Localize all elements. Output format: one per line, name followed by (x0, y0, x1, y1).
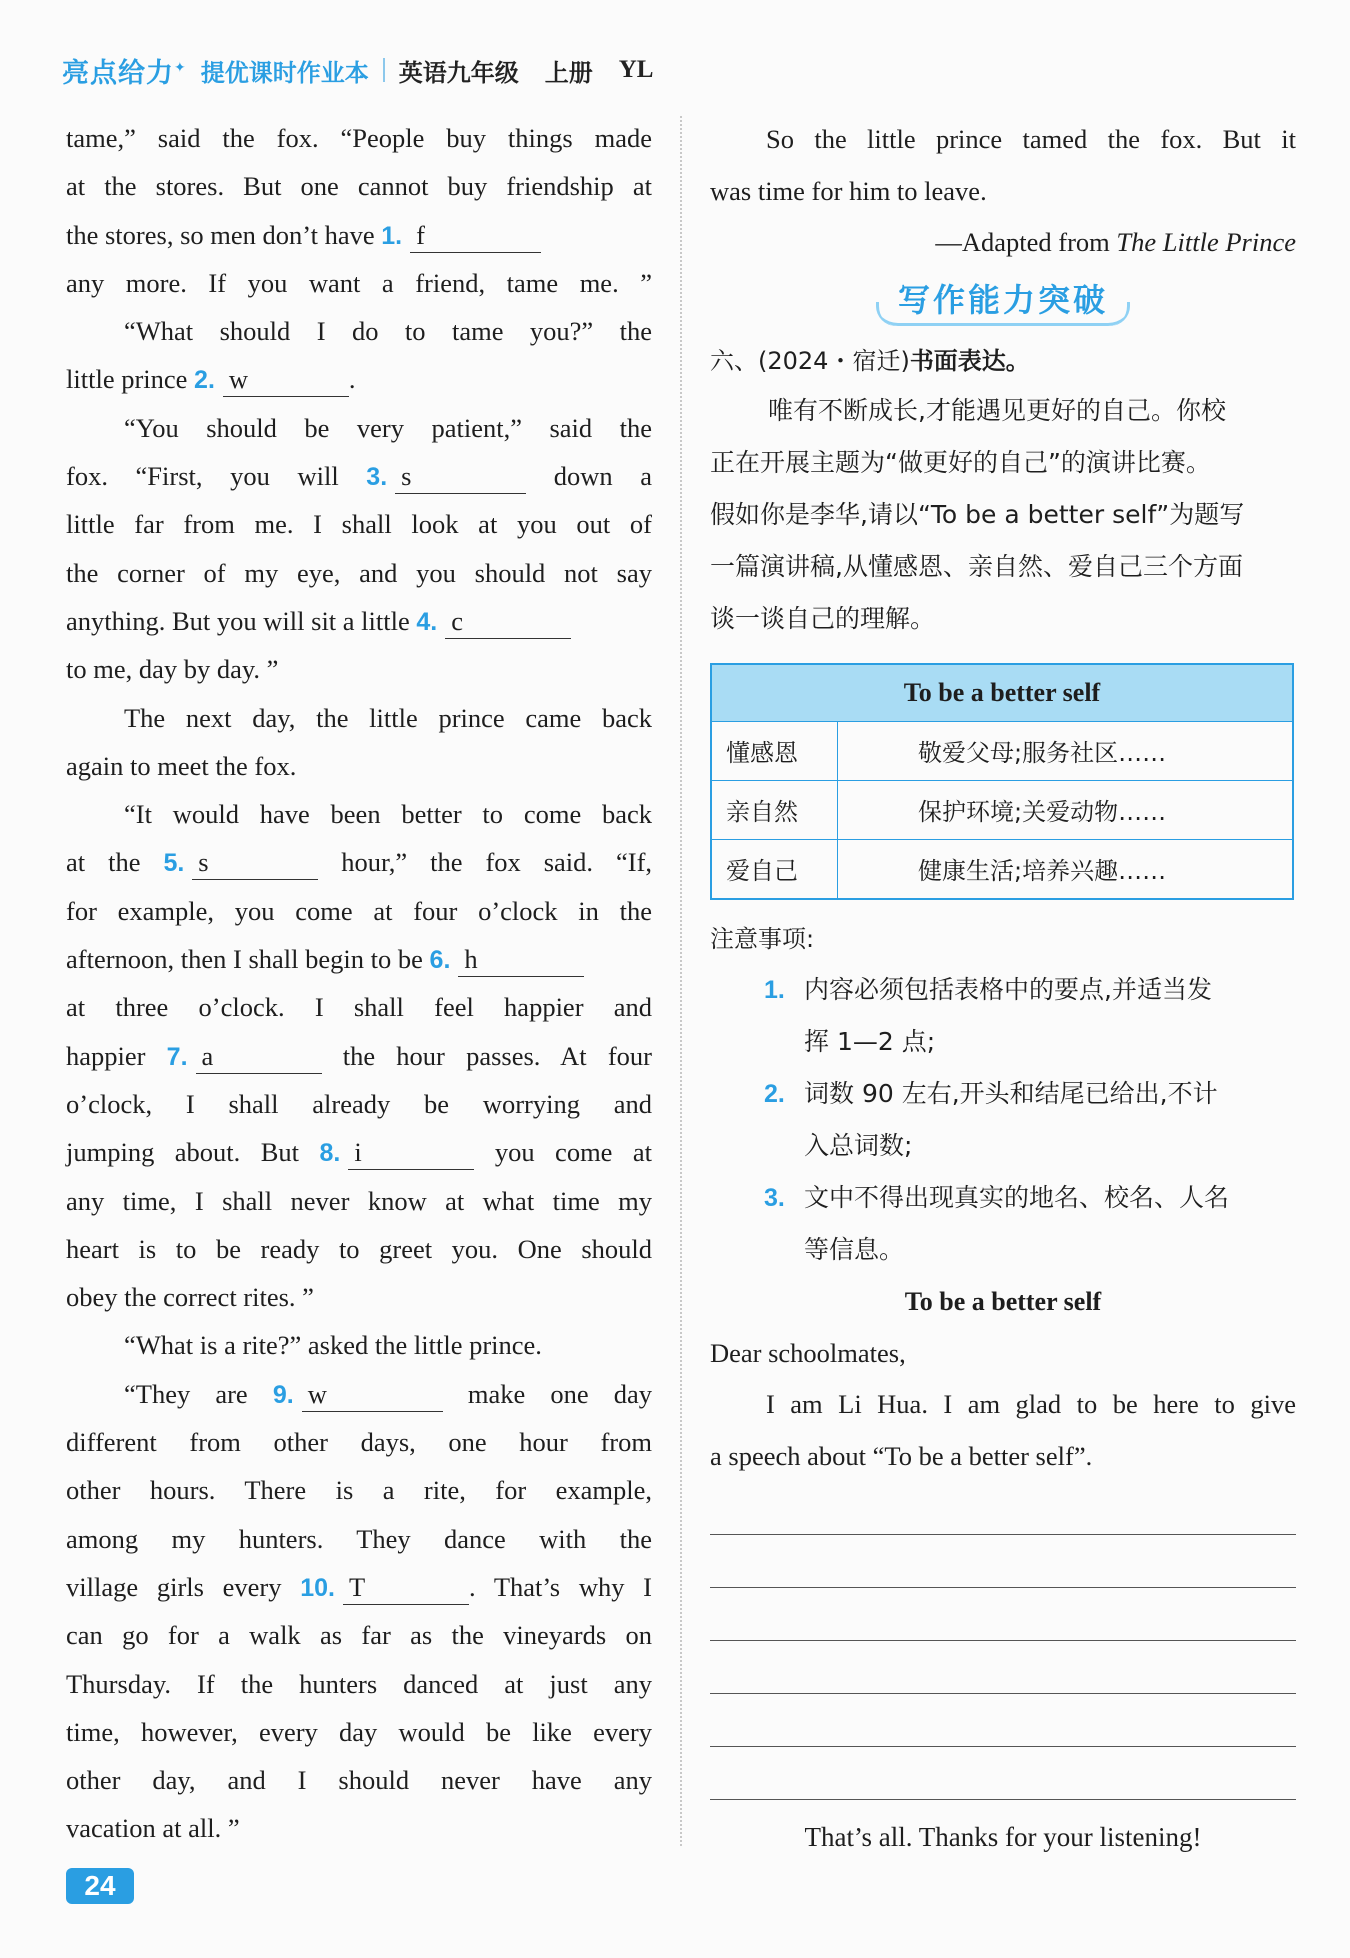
page-number: 24 (66, 1868, 134, 1904)
header-divider (383, 58, 385, 82)
outline-table (710, 663, 1294, 900)
answer-blank-2[interactable]: w (223, 362, 349, 397)
answer-blank-6[interactable]: h (458, 942, 584, 977)
text-line: heart is to be ready to greet you. One should (66, 1233, 652, 1264)
note-item: 2. 词数 90 左右,开头和结尾已给出,不计 入总词数; (710, 1068, 1296, 1172)
text-line: “You should be very patient,” said the (124, 412, 652, 443)
blank-number: 7. (166, 1042, 188, 1071)
text-line: So the little prince tamed the fox. But it (766, 124, 1296, 154)
text-line: any time, I shall never know at what time my (66, 1185, 652, 1216)
row-label: 懂感恩 (711, 721, 838, 780)
text-line: Thursday. If the hunters danced at just any (66, 1668, 652, 1699)
section-banner (710, 273, 1296, 331)
text-line: different from other days, one hour from (66, 1427, 652, 1458)
text-line: again to meet the fox. (66, 750, 297, 781)
text-line: “They are 9. w make one day (66, 1370, 652, 1418)
text-line: o’clock, I shall already be worrying and (66, 1088, 652, 1119)
left-column-passage (66, 114, 652, 1853)
text-line: tame,” said the fox. “People buy things made (66, 123, 652, 153)
text-line: at the stores. But one cannot buy friendship at (66, 171, 652, 202)
text-line: other day, and I should never have any (66, 1765, 652, 1796)
blank-number: 1. (381, 221, 403, 250)
answer-blank-10[interactable]: T (343, 1570, 469, 1605)
brand-logo (62, 51, 187, 90)
text-line: at the 5. s hour,” the fox said. “If, (66, 838, 652, 886)
text-line: for example, you come at four o’clock in the (66, 895, 652, 926)
writing-line[interactable] (710, 1588, 1296, 1641)
text-line: among my hunters. They dance with the (66, 1523, 652, 1554)
series-title: 提优课时作业本 (200, 58, 369, 87)
text-line: fox. “First, you will 3. s down a (66, 452, 652, 500)
edition-code: YL (618, 56, 654, 83)
blank-number: 8. (319, 1139, 341, 1168)
salutation: Dear schoolmates, (710, 1337, 906, 1368)
text-line: anything. But you will sit a little 4. c (66, 597, 652, 645)
note-item: 1. 内容必须包括表格中的要点,并适当发 挥 1—2 点; (710, 964, 1296, 1068)
volume-label: 上册 (544, 58, 593, 87)
source-credit: —Adapted from The Little Prince (935, 227, 1296, 257)
answer-blank-3[interactable]: s (395, 459, 526, 494)
table-row (711, 780, 1293, 839)
text-line: was time for him to leave. (710, 175, 987, 206)
blank-number: 10. (300, 1573, 335, 1602)
writing-line[interactable] (710, 1482, 1296, 1535)
text-line: at three o’clock. I shall feel happier and (66, 992, 652, 1023)
text-line: can go for a walk as far as the vineyards on (66, 1620, 652, 1651)
essay-opening-line: a speech about “To be a better self”. (710, 1440, 1093, 1471)
text-line: “It would have been better to come back (124, 799, 652, 830)
row-content: 敬爱父母;服务社区…… (838, 721, 1294, 780)
page-header (62, 48, 653, 92)
writing-line[interactable] (710, 1694, 1296, 1747)
notes-title: 注意事项: (710, 924, 815, 953)
column-divider (680, 116, 682, 1846)
blank-number: 6. (429, 946, 451, 975)
note-number: 3. (764, 1183, 785, 1212)
right-column (710, 114, 1296, 1860)
text-line: jumping about. But 8. i you come at (66, 1128, 652, 1176)
text-line: obey the correct rites. ” (66, 1282, 314, 1313)
table-row (711, 721, 1293, 780)
answer-blank-9[interactable]: w (302, 1377, 443, 1412)
essay-opening-line: I am Li Hua. I am glad to be here to give (766, 1389, 1296, 1419)
answer-blank-1[interactable]: f (410, 218, 541, 253)
prompt-line: 正在开展主题为“做更好的自己”的演讲比赛。 (710, 447, 1211, 477)
prompt-line: 一篇演讲稿,从懂感恩、亲自然、爱自己三个方面 (710, 551, 1243, 581)
answer-blank-8[interactable]: i (348, 1135, 474, 1170)
prompt-line: 谈一谈自己的理解。 (710, 603, 936, 633)
text-line: to me, day by day. ” (66, 654, 279, 685)
text-line: any more. If you want a friend, tame me. ” (66, 267, 652, 298)
essay-title: To be a better self (904, 1286, 1102, 1316)
star-icon: ✦ (174, 59, 187, 76)
answer-blank-7[interactable]: a (196, 1039, 322, 1074)
text-line: little prince 2. w . (66, 355, 652, 403)
subject-label: 英语九年级 (398, 58, 519, 87)
writing-line[interactable] (710, 1535, 1296, 1588)
table-title: To be a better self (711, 664, 1293, 722)
note-item: 3. 文中不得出现真实的地名、校名、人名 等信息。 (710, 1172, 1296, 1276)
blank-number: 2. (194, 366, 215, 395)
text-line: “What is a rite?” asked the little prince. (124, 1330, 542, 1361)
text-line: vacation at all. ” (66, 1813, 240, 1844)
blank-number: 5. (163, 849, 185, 878)
blank-number: 9. (272, 1380, 294, 1409)
text-line: little far from me. I shall look at you out of (66, 509, 652, 540)
prompt-line: 唯有不断成长,才能遇见更好的自己。你校 (768, 395, 1226, 425)
row-content: 健康生活;培养兴趣…… (838, 839, 1294, 899)
answer-blank-4[interactable]: c (445, 604, 571, 639)
book-title: The Little Prince (1116, 227, 1296, 257)
row-label: 亲自然 (711, 780, 838, 839)
table-row (711, 839, 1293, 899)
text-line: happier 7. a the hour passes. At four (66, 1032, 652, 1080)
text-line: village girls every 10. T . That’s why I (66, 1563, 652, 1611)
text-line: the corner of my eye, and you should not say (66, 557, 652, 588)
note-number: 2. (764, 1079, 785, 1108)
text-line: time, however, every day would be like every (66, 1716, 652, 1747)
prompt-line: 假如你是李华,请以“To be a better self”为题写 (710, 499, 1245, 529)
row-content: 保护环境;关爱动物…… (838, 780, 1294, 839)
essay-closing: That’s all. Thanks for your listening! (804, 1822, 1202, 1852)
brand-text: 亮点给力 (62, 57, 174, 89)
writing-line[interactable] (710, 1747, 1296, 1800)
text-line: The next day, the little prince came back (124, 702, 652, 733)
row-label: 爱自己 (711, 839, 838, 899)
blank-number: 3. (366, 463, 388, 492)
blank-number: 4. (416, 607, 438, 636)
text-line: the stores, so men don’t have 1. f (66, 211, 652, 259)
text-line: “What should I do to tame you?” the (124, 316, 652, 347)
note-number: 1. (764, 975, 785, 1004)
text-line: afternoon, then I shall begin to be 6. h (66, 935, 652, 983)
answer-blank-5[interactable]: s (192, 845, 318, 880)
text-line: other hours. There is a rite, for example, (66, 1475, 652, 1506)
section-banner-title: 写作能力突破 (876, 273, 1130, 326)
writing-line[interactable] (710, 1641, 1296, 1694)
question-heading: 六、(2024・宿迁)书面表达。 (710, 346, 1030, 375)
